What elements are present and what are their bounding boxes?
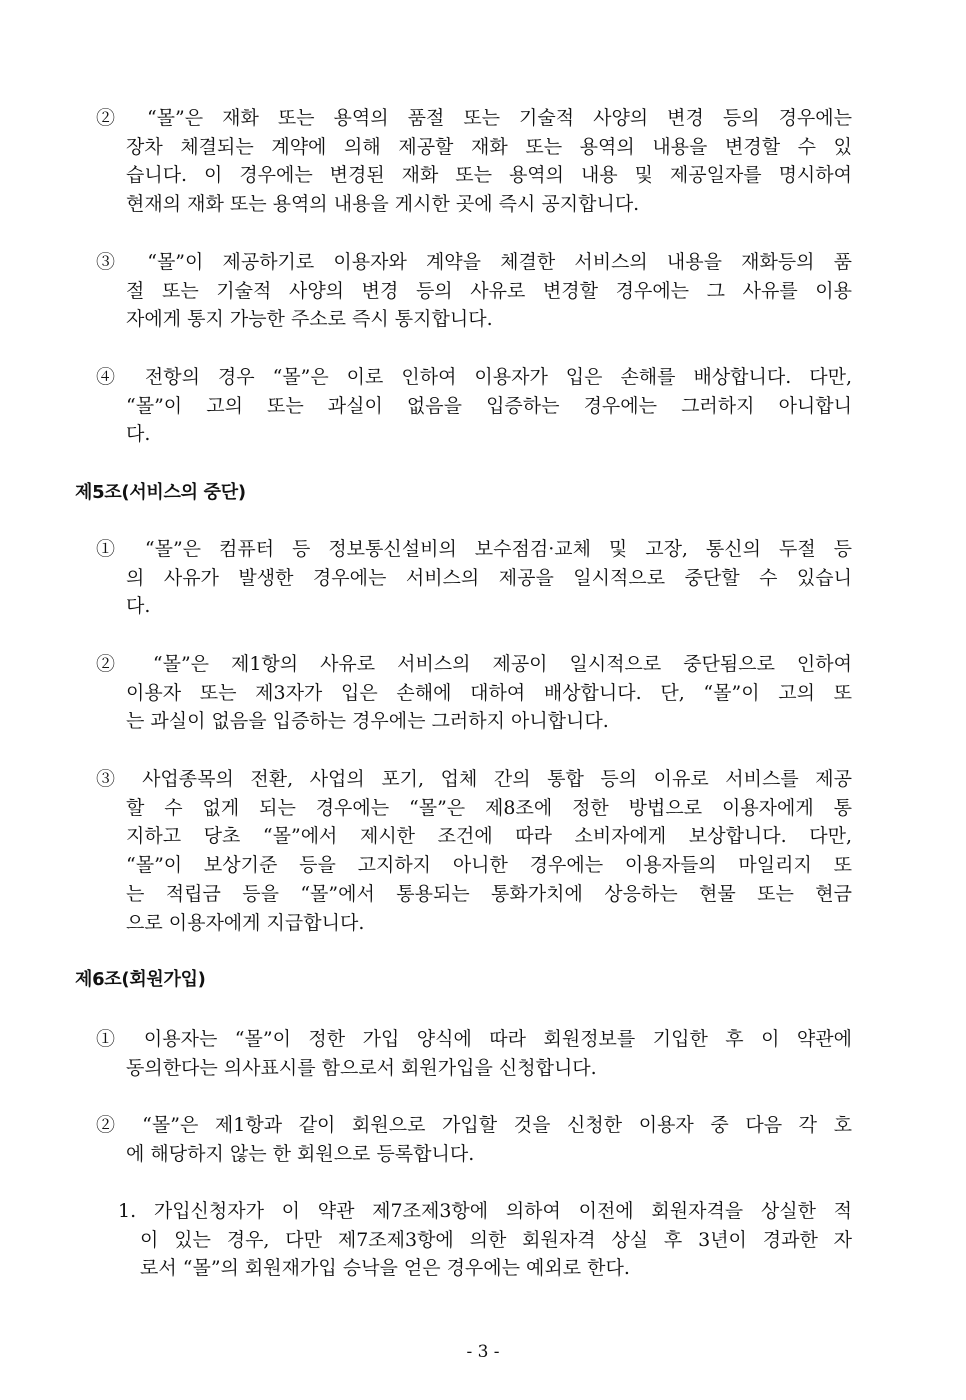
article4-paragraph-2 (96, 104, 852, 219)
text-line: 이용자 또는 제3자가 입은 손해에 대하여 배상합니다. 단, “몰”이 고의 또 (126, 681, 852, 704)
text-line: ③ 사업종목의 전환, 사업의 포기, 업체 간의 통합 등의 이유로 서비스를 제공 (96, 768, 852, 790)
article6-item-1 (118, 1197, 852, 1283)
text-line: 자에게 통지 가능한 주소로 즉시 통지합니다. (126, 308, 493, 331)
article5-heading: 제5조(서비스의 중단) (75, 482, 246, 503)
page-number: - 3 - (466, 1342, 500, 1362)
text-line: 다. (126, 595, 151, 618)
text-line: ① 이용자는 “몰”이 정한 가입 양식에 따라 회원정보를 기입한 후 이 약관에 (96, 1028, 852, 1050)
article6-paragraph-1 (96, 1025, 852, 1082)
text-line: 장차 체결되는 계약에 의해 제공할 재화 또는 용역의 내용을 변경할 수 있 (126, 135, 852, 158)
text-line: “몰”이 고의 또는 과실이 없음을 입증하는 경우에는 그러하지 아니합니 (126, 394, 852, 417)
text-line: 로서 “몰”의 회원재가입 승낙을 얻은 경우에는 예외로 한다. (140, 1257, 630, 1280)
article4-paragraph-3 (96, 248, 852, 334)
text-line: 다. (126, 423, 151, 446)
article5-paragraph-3 (96, 765, 852, 937)
article5-paragraph-1 (96, 535, 852, 621)
article6-paragraph-2 (96, 1111, 852, 1168)
article6-heading: 제6조(회원가입) (75, 969, 206, 990)
text-line: 지하고 당초 “몰”에서 제시한 조건에 따라 소비자에게 보상합니다. 다만, (126, 825, 852, 848)
text-line: 할 수 없게 되는 경우에는 “몰”은 제8조에 정한 방법으로 이용자에게 통 (126, 796, 852, 819)
text-line: 습니다. 이 경우에는 변경된 재화 또는 용역의 내용 및 제공일자를 명시하여 (126, 164, 852, 187)
text-line: 절 또는 기술적 사양의 변경 등의 사유로 변경할 경우에는 그 사유를 이용 (126, 279, 852, 302)
text-line: ④ 전항의 경우 “몰”은 이로 인하여 이용자가 입은 손해를 배상합니다. 다만, (96, 366, 852, 388)
text-line: ② “몰”은 제1항의 사유로 서비스의 제공이 일시적으로 중단됨으로 인하여 (96, 653, 852, 675)
text-line: 는 적립금 등을 “몰”에서 통용되는 통화가치에 상응하는 현물 또는 현금 (126, 882, 852, 905)
text-line: 의 사유가 발생한 경우에는 서비스의 제공을 일시적으로 중단할 수 있습니 (126, 566, 852, 589)
text-line: 동의한다는 의사표시를 함으로서 회원가입을 신청합니다. (126, 1056, 597, 1079)
text-line: 에 해당하지 않는 한 회원으로 등록합니다. (126, 1142, 475, 1165)
text-line: “몰”이 보상기준 등을 고지하지 아니한 경우에는 이용자들의 마일리지 또 (126, 854, 852, 877)
text-line: 현재의 재화 또는 용역의 내용을 게시한 곳에 즉시 공지합니다. (126, 193, 640, 216)
text-line: 으로 이용자에게 지급합니다. (126, 911, 365, 934)
text-line: 는 과실이 없음을 입증하는 경우에는 그러하지 아니합니다. (126, 710, 609, 733)
article4-paragraph-4 (96, 363, 852, 449)
text-line: 이 있는 경우, 다만 제7조제3항에 의한 회원자격 상실 후 3년이 경과한 자 (140, 1228, 852, 1251)
text-line: ③ “몰”이 제공하기로 이용자와 계약을 체결한 서비스의 내용을 재화등의 품 (96, 251, 852, 273)
text-line: ② “몰”은 재화 또는 용역의 품절 또는 기술적 사양의 변경 등의 경우에는 (96, 107, 852, 129)
article5-paragraph-2 (96, 650, 852, 736)
text-line: 1. 가입신청자가 이 약관 제7조제3항에 의하여 이전에 회원자격을 상실한 적 (118, 1200, 852, 1222)
text-line: ① “몰”은 컴퓨터 등 정보통신설비의 보수점검·교체 및 고장, 통신의 두절 등 (96, 538, 852, 560)
text-line: ② “몰”은 제1항과 같이 회원으로 가입할 것을 신청한 이용자 중 다음 각 호 (96, 1114, 852, 1136)
